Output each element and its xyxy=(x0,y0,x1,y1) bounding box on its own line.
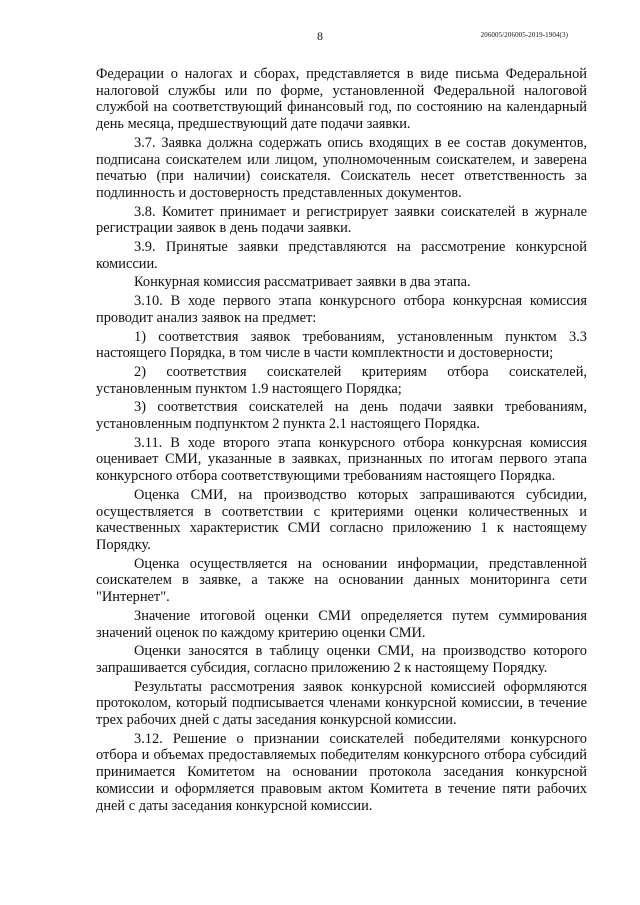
paragraph-score-table: Оценки заносятся в таблицу оценки СМИ, на производство которого запрашивается субсидия, согласно приложению 2 к настоящему Порядку. xyxy=(96,643,587,676)
list-item-3: 3) соответствия соискателей на день подачи заявки требованиям, установленным подпунктом 2 пункта 2.1 настоящего Порядка. xyxy=(96,399,587,433)
document-body xyxy=(96,66,587,816)
paragraph-two-stages: Конкурная комиссия рассматривает заявки в два этапа. xyxy=(134,274,471,291)
paragraph-evaluation-criteria: Оценка СМИ, на производство которых запрашиваются субсидии, осуществляется в соответствии с критериями оценки количественных и качественных характеристик СМИ согласно приложению 1 к настоящему Порядку. xyxy=(96,486,587,553)
paragraph-3-12: 3.12. Решение о признании соискателей победителями конкурсного отбора и объемах предоставляемых победителям конкурсного отбора субсидий принимается Комитетом на основании протокола заседания конкурсной комиссии и оформляется правовым актом Комитета в течение пяти рабочих дней с даты заседания конкурсной комиссии. xyxy=(96,730,587,814)
document-code: 206005/206005-2019-1904(3) xyxy=(480,31,568,39)
paragraph-protocol: Результаты рассмотрения заявок конкурсной комиссией оформляются протоколом, который подписывается членами конкурсной комиссии, в течение трех рабочих дней с даты заседания конкурсной комиссии. xyxy=(96,678,587,729)
page-number: 8 xyxy=(317,29,323,43)
paragraph-total-score: Значение итоговой оценки СМИ определяется путем суммирования значений оценок по каждому критерию оценки СМИ. xyxy=(96,607,587,641)
paragraph-continuation: Федерации о налогах и сборах, представляется в виде письма Федеральной налоговой службы или по форме, установленной Федеральной налоговой службой на соответствующий финансовый год, по состоянию на календарный день месяца, предшествующий дате подачи заявки. xyxy=(96,66,587,133)
list-item-1: 1) соответствия заявок требованиям, установленным пунктом 3.3 настоящего Порядка, в том числе в части комплектности и достоверности; xyxy=(96,328,587,362)
paragraph-3-11: 3.11. В ходе второго этапа конкурсного отбора конкурсная комиссия оценивает СМИ, указанные в заявках, признанных по итогам первого этапа конкурсного отбора соответствующими требованиям настоящего Порядка. xyxy=(96,434,587,485)
paragraph-3-7: 3.7. Заявка должна содержать опись входящих в ее состав документов, подписана соискателем или лицом, уполномоченным соискателем, и заверена печатью (при наличии) соискателя. Соискатель несет ответственность за подлинность и достоверность представленных документов. xyxy=(96,134,587,201)
paragraph-3-8: 3.8. Комитет принимает и регистрирует заявки соискателей в журнале регистрации заявок в день подачи заявки. xyxy=(96,203,587,237)
paragraph-3-10: 3.10. В ходе первого этапа конкурсного отбора конкурсная комиссия проводит анализ заявок на предмет: xyxy=(96,293,587,326)
paragraph-evaluation-basis: Оценка осуществляется на основании информации, представленной соискателем в заявке, а также на основании данных мониторинга сети "Интернет". xyxy=(96,555,587,606)
list-item-2: 2) соответствия соискателей критериям отбора соискателей, установленным пунктом 1.9 настоящего Порядка; xyxy=(96,363,587,397)
paragraph-3-9: 3.9. Принятые заявки представляются на рассмотрение конкурсной комиссии. xyxy=(96,239,587,272)
